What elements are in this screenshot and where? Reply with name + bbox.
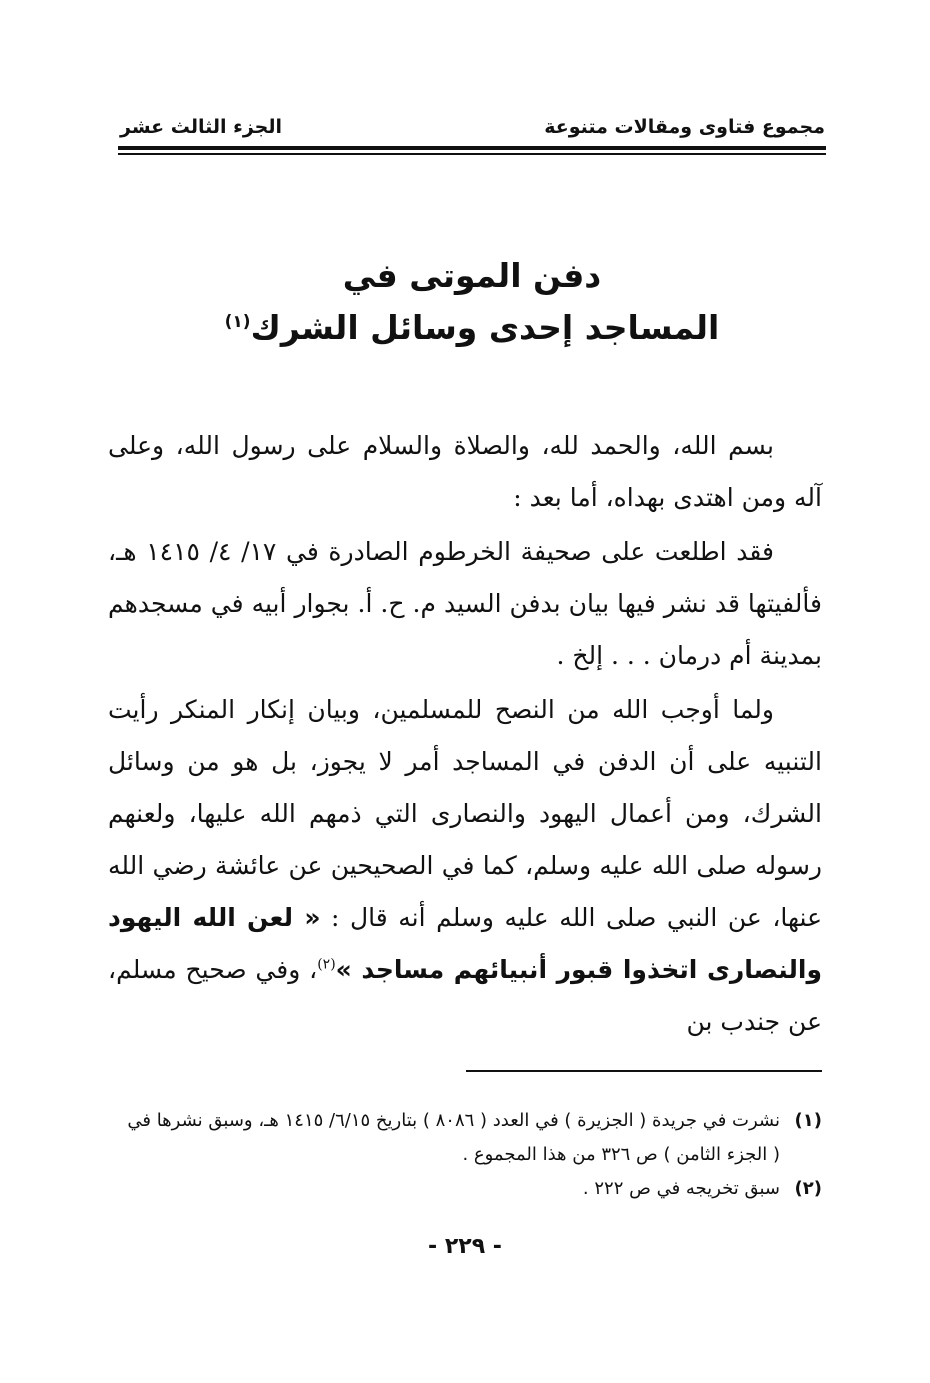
- page-number: - ٢٢٩ -: [428, 1234, 502, 1259]
- footnotes: [118, 1104, 822, 1206]
- title-footnote-ref: (١): [224, 312, 251, 332]
- footnote-separator: [466, 1070, 822, 1072]
- header-rule-thick: [118, 146, 826, 150]
- hadith-quote: « لعن الله اليهود والنصارى اتخذوا قبور أنبيائهم مساجد »: [108, 903, 823, 984]
- article-body: [108, 420, 822, 1048]
- footnote-number: (١): [794, 1110, 822, 1131]
- paragraph-1: بسم الله، والحمد لله، والصلاة والسلام على رسول الله، وعلى آله ومن اهتدى بهداه، أما بعد :: [108, 431, 822, 512]
- footnote-2: [118, 1172, 822, 1206]
- paragraph-3-end: ، وفي صحيح مسلم، عن جندب بن: [108, 955, 822, 1036]
- footnote-text: سبق تخريجه في ص ٢٢٢ .: [582, 1178, 780, 1199]
- quote-footnote-ref: (٢): [317, 956, 336, 973]
- footnote-text: نشرت في جريدة ( الجزيرة ) في العدد ( ٨٠٨٦ ) بتاريخ ٦/١٥/ ١٤١٥ هـ، وسبق نشرها في ( الجزء الثامن ) ص ٣٢٦ من هذا المجموع .: [127, 1110, 780, 1165]
- paragraph-3-start: ولما أوجب الله من النصح للمسلمين، وبيان إنكار المنكر رأيت التنبيه على أن الدفن في المساجد أمر لا يجوز، بل هو من وسائل الشرك، ومن أعمال اليهود والنصارى التي ذمهم الله عليها، ولعنهم رسوله صلى الله عليه وسلم، كما في الصحيحين عن عائشة رضي الله عنها، عن النبي صلى الله عليه وسلم أنه قال :: [108, 695, 823, 932]
- book-title: مجموع فتاوى ومقالات متنوعة: [544, 116, 825, 138]
- volume-label: الجزء الثالث عشر: [120, 116, 283, 138]
- title-line-2-text: المساجد إحدى وسائل الشرك: [250, 308, 720, 347]
- footnote-number: (٢): [794, 1178, 822, 1199]
- paragraph-3: [108, 684, 822, 1048]
- footnote-1: [118, 1104, 822, 1172]
- running-header: [120, 110, 825, 146]
- header-rule-thin: [118, 153, 826, 155]
- paragraph-2: فقد اطلعت على صحيفة الخرطوم الصادرة في ١٧/ ٤/ ١٤١٥ هـ، فألفيتها قد نشر فيها بيان بدفن السيد م. ح. أ. بجوار أبيه في مسجدهم بمدينة أم درمان . . . إلخ .: [108, 537, 822, 670]
- article-title: [118, 250, 826, 354]
- title-line-1: دفن الموتى في: [342, 256, 602, 295]
- title-line-2: [118, 302, 826, 354]
